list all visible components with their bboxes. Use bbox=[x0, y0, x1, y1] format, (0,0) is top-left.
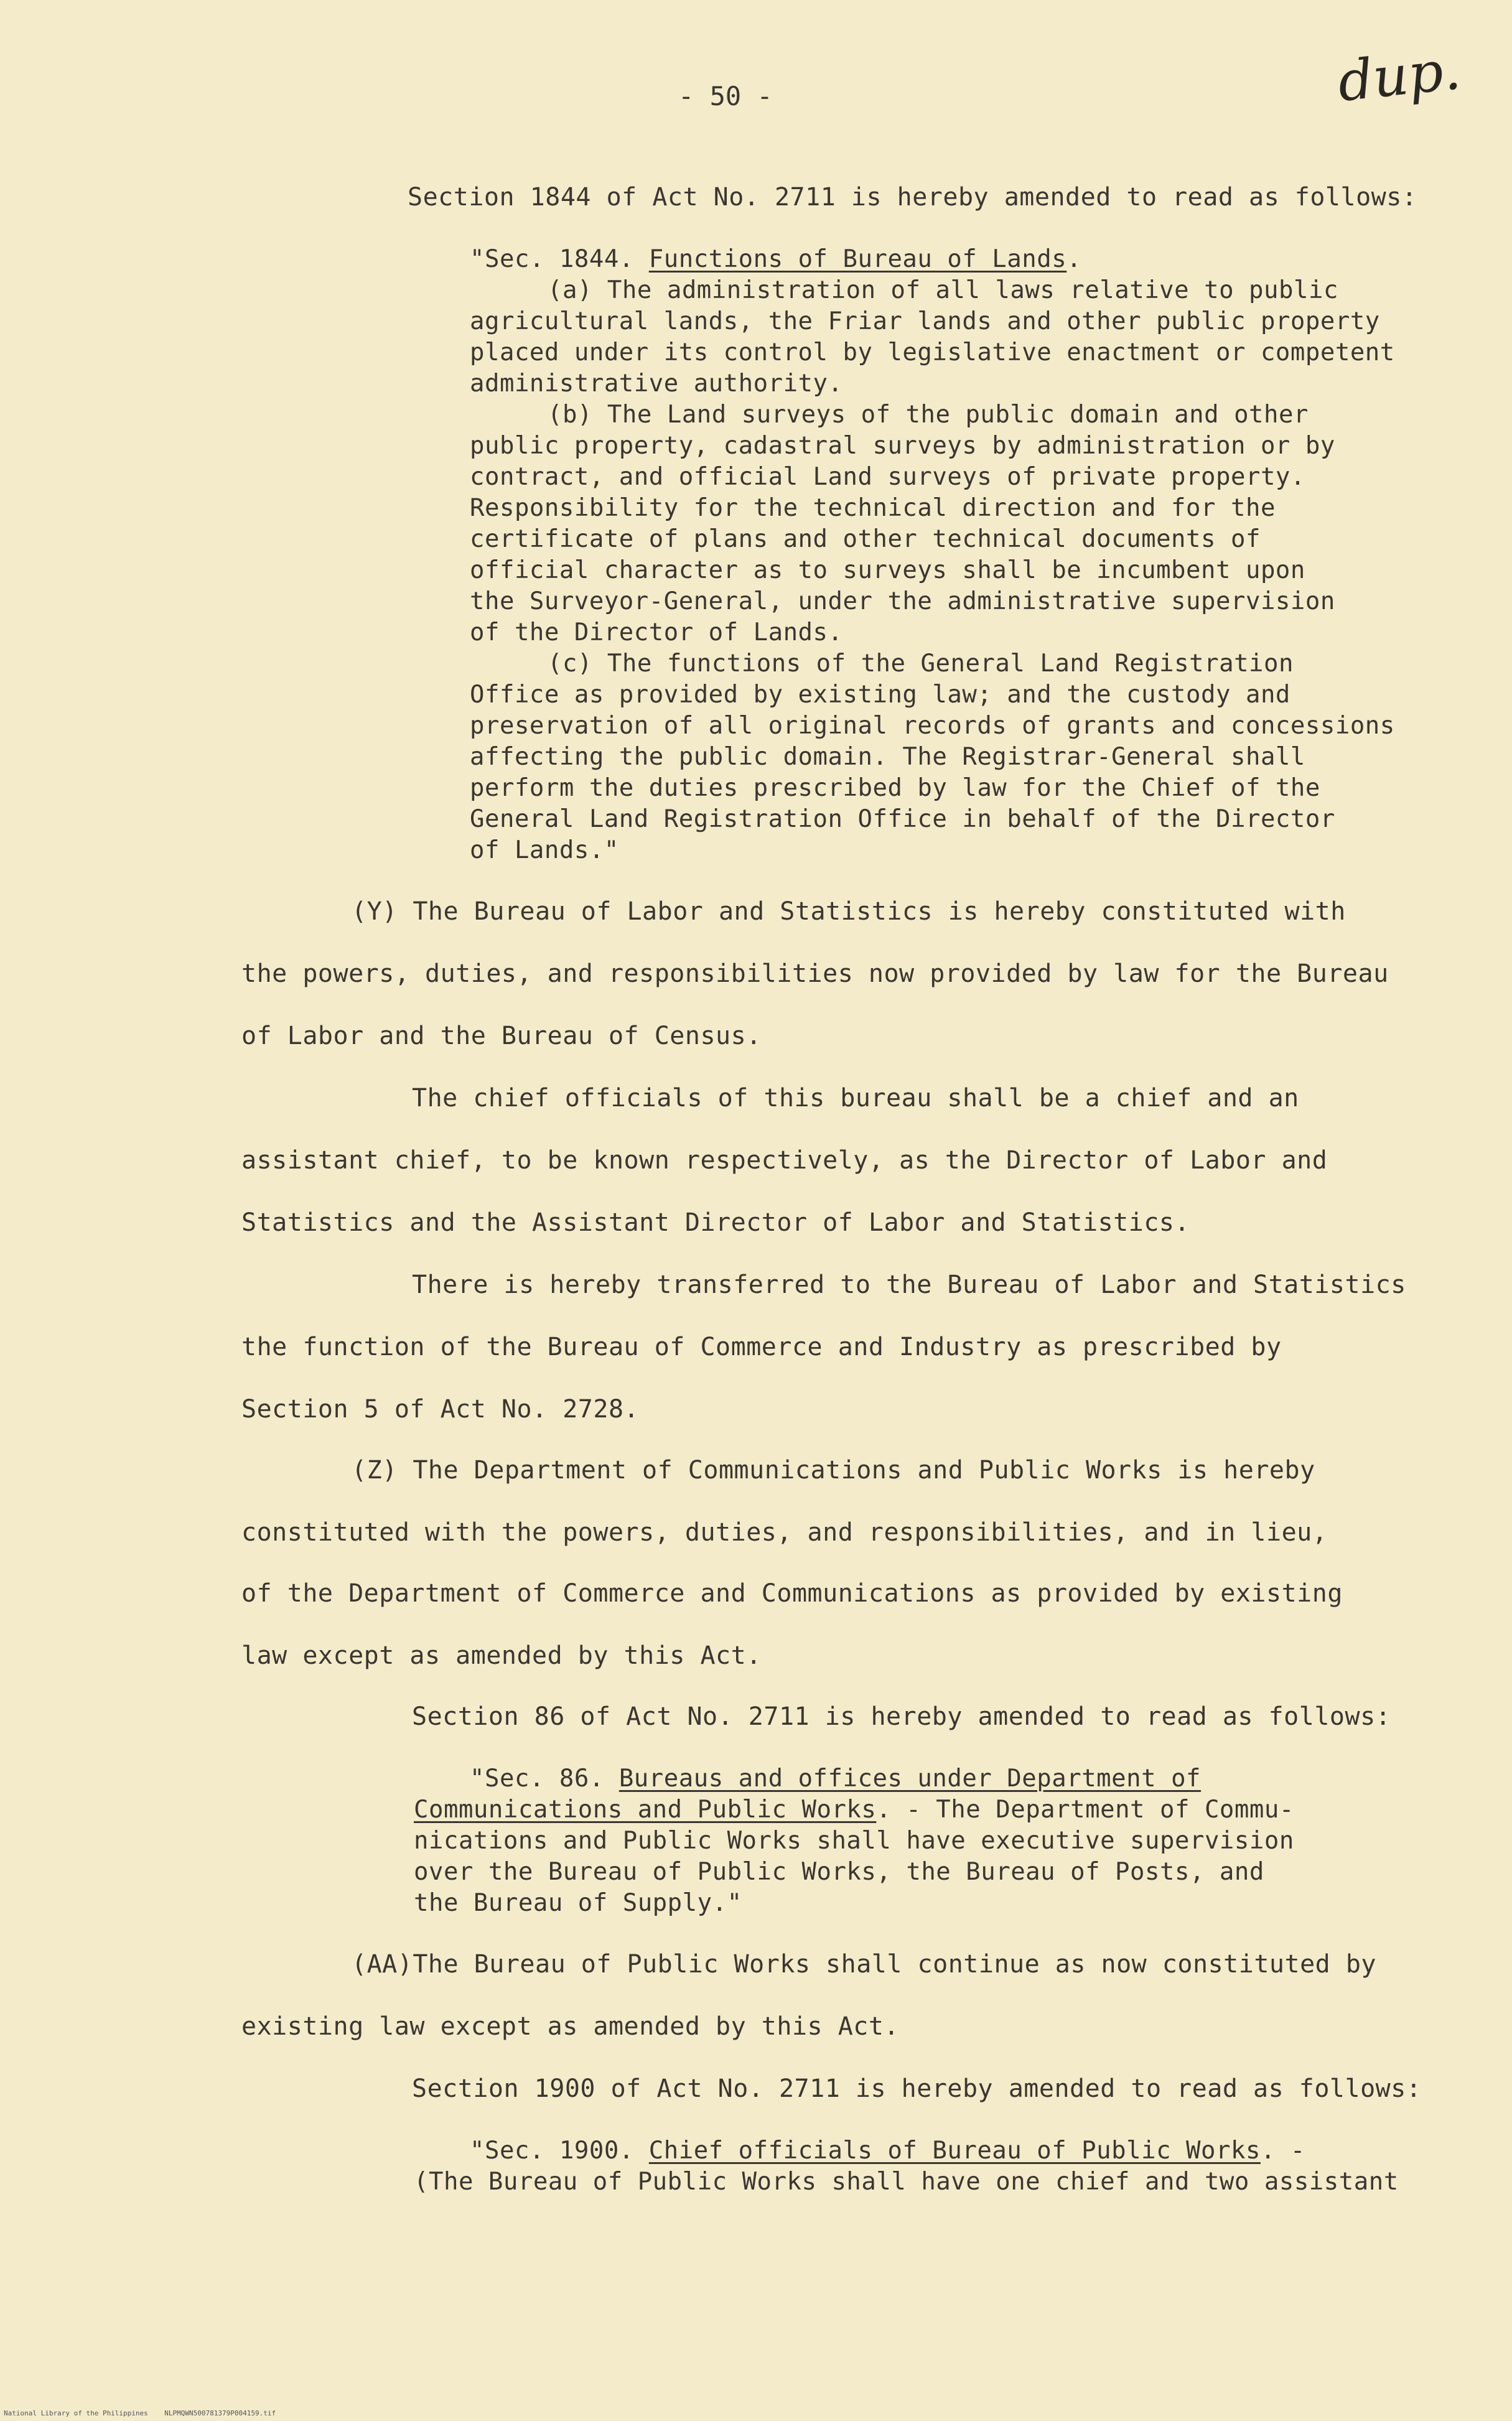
text-line bbox=[470, 555, 1305, 586]
text-segment: Section 86 of Act No. 2711 is hereby amended to read as follows: bbox=[412, 1702, 1391, 1731]
text-segment: certificate of plans and other technical documents of bbox=[470, 525, 1261, 553]
text-segment: . - bbox=[1260, 2137, 1305, 2165]
text-segment: contract, and official Land surveys of private property. bbox=[470, 463, 1305, 491]
text-segment: (Y) The Bureau of Labor and Statistics is hereby constituted with bbox=[352, 897, 1346, 926]
underlined-heading: Communications and Public Works bbox=[414, 1796, 877, 1824]
text-segment: agricultural lands, the Friar lands and other public property bbox=[470, 307, 1380, 335]
underlined-heading: Bureaus and offices under Department of bbox=[618, 1765, 1202, 1793]
text-line bbox=[414, 1888, 742, 1919]
text-segment: (b) The Land surveys of the public domain and other bbox=[548, 401, 1309, 429]
text-segment: There is hereby transferred to the Bureau of Labor and Statistics bbox=[412, 1271, 1406, 1299]
text-line bbox=[414, 1826, 1294, 1857]
text-line bbox=[470, 773, 1320, 804]
text-segment: the function of the Bureau of Commerce and Industry as prescribed by bbox=[241, 1333, 1282, 1361]
text-line bbox=[241, 1207, 1190, 1238]
text-segment: (c) The functions of the General Land Registration bbox=[548, 650, 1294, 678]
text-segment: affecting the public domain. The Registrar-General shall bbox=[470, 743, 1305, 771]
text-line bbox=[470, 244, 1081, 275]
text-segment: placed under its control by legislative enactment or competent bbox=[470, 338, 1395, 366]
text-segment: of the Director of Lands. bbox=[470, 618, 843, 646]
text-line bbox=[470, 835, 619, 866]
text-line bbox=[470, 337, 1395, 368]
text-line bbox=[548, 648, 1294, 679]
underlined-heading: Chief officials of Bureau of Public Works bbox=[648, 2137, 1261, 2165]
text-segment: "Sec. 1844. bbox=[470, 245, 649, 273]
text-segment: nications and Public Works shall have executive supervision bbox=[414, 1827, 1294, 1855]
text-line bbox=[241, 1640, 762, 1671]
text-line bbox=[414, 1857, 1264, 1888]
text-segment: Section 5 of Act No. 2728. bbox=[241, 1395, 640, 1424]
text-line bbox=[470, 462, 1305, 493]
text-segment: (The Bureau of Public Works shall have one chief and two assistant bbox=[414, 2168, 1399, 2196]
text-segment: official character as to surveys shall be incumbent upon bbox=[470, 556, 1305, 584]
text-line bbox=[412, 2073, 1421, 2104]
text-line bbox=[470, 2135, 1305, 2167]
text-segment: Responsibility for the technical direction and for the bbox=[470, 494, 1276, 522]
text-segment: administrative authority. bbox=[470, 370, 843, 398]
text-line bbox=[470, 804, 1335, 835]
text-line bbox=[408, 182, 1417, 213]
text-segment: Section 1844 of Act No. 2711 is hereby amended to read as follows: bbox=[408, 183, 1417, 212]
text-line bbox=[241, 1020, 762, 1052]
text-segment: Section 1900 of Act No. 2711 is hereby amended to read as follows: bbox=[412, 2074, 1422, 2103]
text-segment: . bbox=[1066, 245, 1082, 273]
text-segment: constituted with the powers, duties, and responsibilities, and in lieu, bbox=[241, 1518, 1328, 1547]
text-segment: assistant chief, to be known respectively, as the Director of Labor and bbox=[241, 1146, 1328, 1175]
text-line bbox=[241, 1517, 1327, 1548]
text-line bbox=[470, 711, 1395, 742]
text-segment: of Lands." bbox=[470, 836, 619, 864]
text-segment: The chief officials of this bureau shall be a chief and an bbox=[412, 1084, 1299, 1113]
text-segment: Statistics and the Assistant Director of Labor and Statistics. bbox=[241, 1208, 1190, 1237]
text-line bbox=[241, 1394, 639, 1425]
text-segment: public property, cadastral surveys by administration or by bbox=[470, 432, 1335, 460]
text-line bbox=[241, 1578, 1343, 1609]
text-segment: General Land Registration Office in behalf of the Director bbox=[470, 805, 1335, 833]
text-line bbox=[414, 1794, 1294, 1826]
scan-footer: National Library of the Philippines NLPMQWN500781379P004159.tif bbox=[4, 2409, 276, 2417]
underlined-heading: Functions of Bureau of Lands bbox=[648, 245, 1067, 273]
text-line bbox=[470, 617, 843, 648]
text-segment: of the Department of Commerce and Communications as provided by existing bbox=[241, 1579, 1343, 1608]
text-segment: preservation of all original records of grants and concessions bbox=[470, 712, 1395, 740]
text-line bbox=[241, 2011, 899, 2042]
text-line bbox=[548, 399, 1309, 431]
handwritten-annotation: dup. bbox=[1335, 37, 1464, 114]
text-segment: "Sec. 86. bbox=[470, 1765, 619, 1793]
text-line bbox=[352, 1949, 1376, 1980]
text-segment: Office as provided by existing law; and the custody and bbox=[470, 681, 1290, 709]
text-line bbox=[470, 368, 843, 399]
text-line bbox=[414, 2167, 1399, 2198]
text-segment: of Labor and the Bureau of Census. bbox=[241, 1022, 762, 1050]
text-segment: the Bureau of Supply." bbox=[414, 1889, 742, 1917]
text-segment: over the Bureau of Public Works, the Bureau of Posts, and bbox=[414, 1858, 1264, 1886]
text-line bbox=[470, 586, 1335, 617]
text-segment: (AA)The Bureau of Public Works shall continue as now constituted by bbox=[352, 1950, 1376, 1979]
text-segment: . - The Department of Commu- bbox=[876, 1796, 1294, 1824]
text-line bbox=[352, 1455, 1315, 1486]
text-segment: perform the duties prescribed by law for the Chief of the bbox=[470, 774, 1320, 802]
page-number: - 50 - bbox=[678, 81, 773, 111]
text-line bbox=[470, 306, 1380, 337]
text-line bbox=[548, 275, 1338, 306]
text-line bbox=[470, 524, 1261, 555]
text-line bbox=[412, 1701, 1391, 1732]
text-line bbox=[352, 896, 1346, 927]
text-line bbox=[412, 1269, 1406, 1300]
text-segment: the powers, duties, and responsibilities now provided by law for the Bureau bbox=[241, 959, 1389, 988]
text-segment: "Sec. 1900. bbox=[470, 2137, 649, 2165]
text-line bbox=[470, 679, 1290, 711]
text-segment: the Surveyor-General, under the administrative supervision bbox=[470, 587, 1335, 615]
text-line bbox=[470, 493, 1276, 524]
text-line bbox=[470, 742, 1305, 773]
text-segment: law except as amended by this Act. bbox=[241, 1641, 762, 1670]
text-line bbox=[470, 1763, 1201, 1794]
text-segment: existing law except as amended by this Act. bbox=[241, 2012, 900, 2041]
text-line bbox=[241, 1145, 1327, 1176]
text-line bbox=[241, 1332, 1282, 1363]
text-line bbox=[470, 431, 1335, 462]
text-line bbox=[241, 958, 1389, 989]
text-segment: (a) The administration of all laws relative to public bbox=[548, 276, 1338, 304]
text-segment: (Z) The Department of Communications and Public Works is hereby bbox=[352, 1456, 1315, 1485]
text-line bbox=[412, 1083, 1299, 1114]
